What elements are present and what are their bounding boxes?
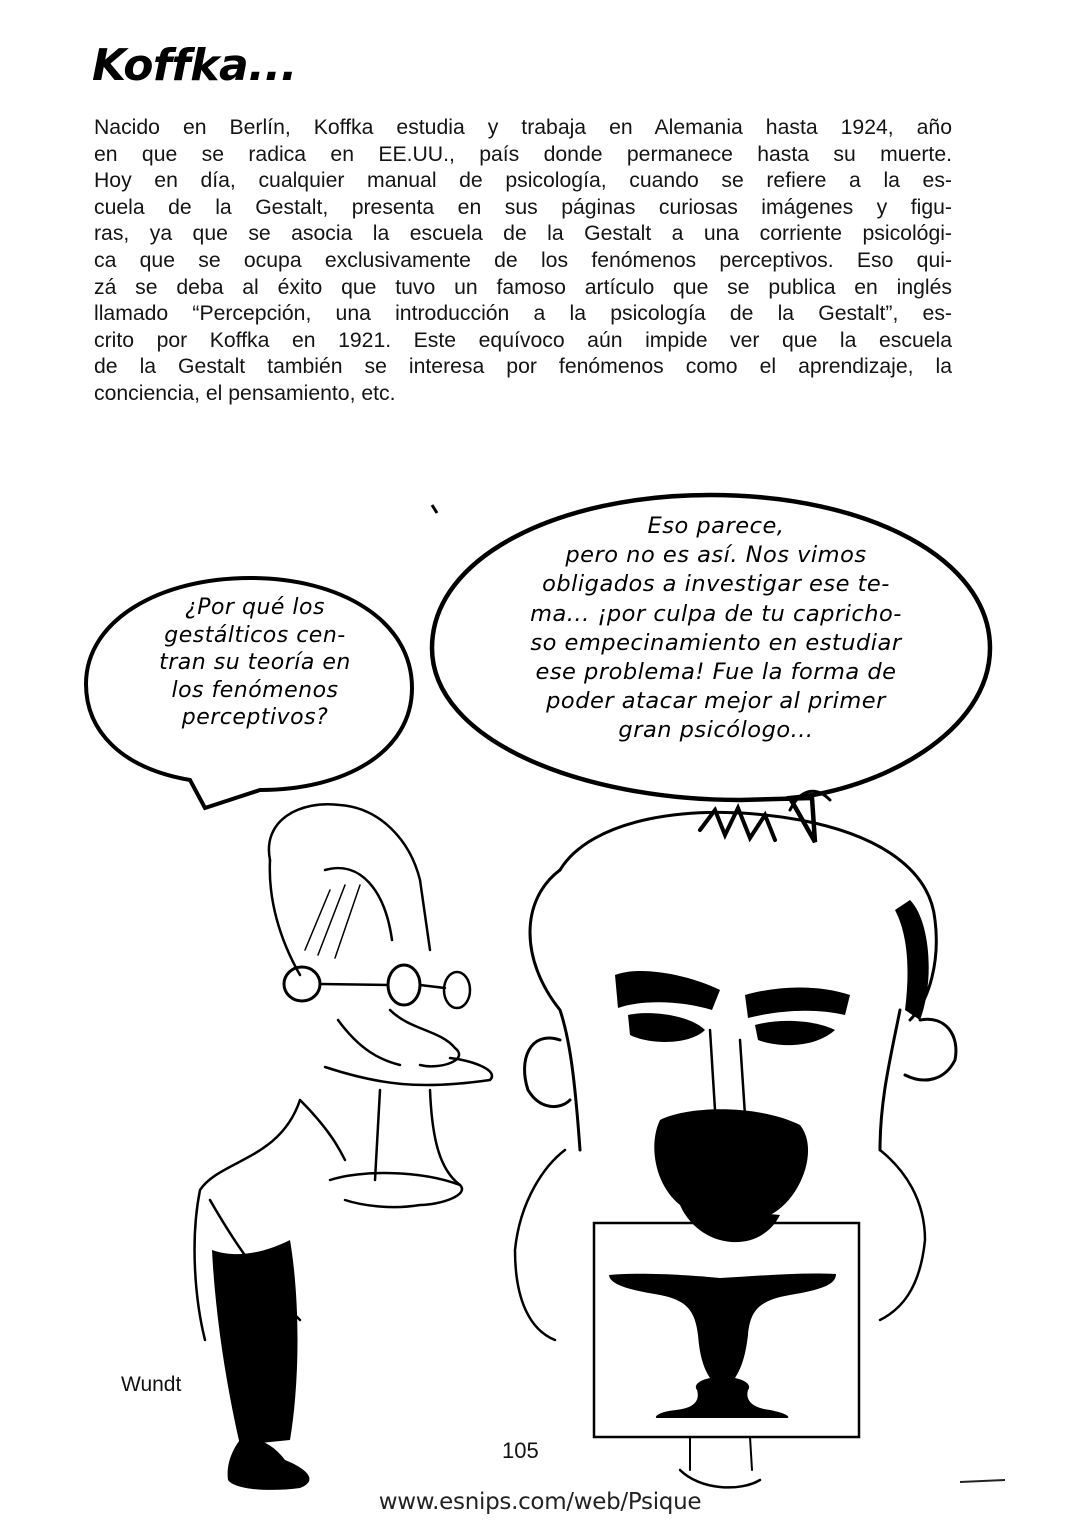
koffka-features (615, 900, 929, 1220)
bubble-line: ¿Por qué los (185, 595, 325, 620)
bubble-line: gran psicólogo... (618, 717, 814, 744)
bubble-line: perceptivos? (181, 705, 329, 730)
bubble-line: Eso parece, (647, 513, 785, 539)
bubble-line: ma... ¡por culpa de tu capricho- (530, 600, 902, 627)
body-line: de la Gestalt también se interesa por fenómenos como el aprendizaje, la (94, 355, 952, 379)
body-line: cuela de la Gestalt, presenta en sus páginas curiosas imágenes y figu- (94, 195, 952, 219)
bubble-line: gestálticos cen- (164, 622, 346, 648)
character-caption: Wundt (121, 1373, 182, 1396)
scan-mark (960, 1480, 1005, 1482)
body-line: Nacido en Berlín, Koffka estudia y trabaja en Alemania hasta 1924, año (94, 116, 952, 139)
bubble-line: ese problema! Fue la forma de (535, 659, 897, 686)
bubble-line: los fenómenos (171, 677, 339, 703)
bubble-line: poder atacar mejor al primer (546, 688, 886, 715)
rubin-vase-card (594, 1223, 859, 1437)
body-line: zá se deba al éxito que tuvo un famoso artículo que se publica en inglés (94, 275, 952, 299)
bubble-line: so empecinamiento en estudiar (530, 629, 902, 656)
footer-url: www.esnips.com/web/Psique (378, 1489, 702, 1515)
body-line: llamado “Percepción, una introducción a la psicología de la Gestalt”, es- (94, 302, 952, 326)
body-line: ca que se ocupa exclusivamente de los fenómenos perceptivos. Eso qui- (94, 248, 952, 272)
ink-mark (432, 505, 437, 513)
body-line: crito por Koffka en 1921. Este equívoco aún impide ver que la escuela (94, 328, 952, 352)
body-line: conciencia, el pensamiento, etc. (94, 381, 396, 405)
body-line: en que se radica en EE.UU., país donde permanece hasta su muerte. (94, 142, 952, 166)
speech-bubble-right-text (448, 512, 984, 746)
bubble-line: obligados a investigar ese te- (542, 571, 890, 598)
body-line: ras, ya que se asocia la escuela de la Gestalt a una corriente psicológi- (94, 222, 952, 246)
page-title: Koffka... (92, 40, 297, 91)
body-paragraph (94, 115, 952, 408)
page-number: 105 (502, 1438, 539, 1463)
bubble-line: pero no es así. Nos vimos (565, 542, 867, 569)
body-line: Hoy en día, cualquier manual de psicología, cuando se refiere a la es- (94, 169, 952, 193)
wundt-legs (212, 1240, 309, 1490)
speech-bubble-left-text (105, 594, 405, 732)
bubble-line: tran su teoría en (159, 650, 351, 675)
